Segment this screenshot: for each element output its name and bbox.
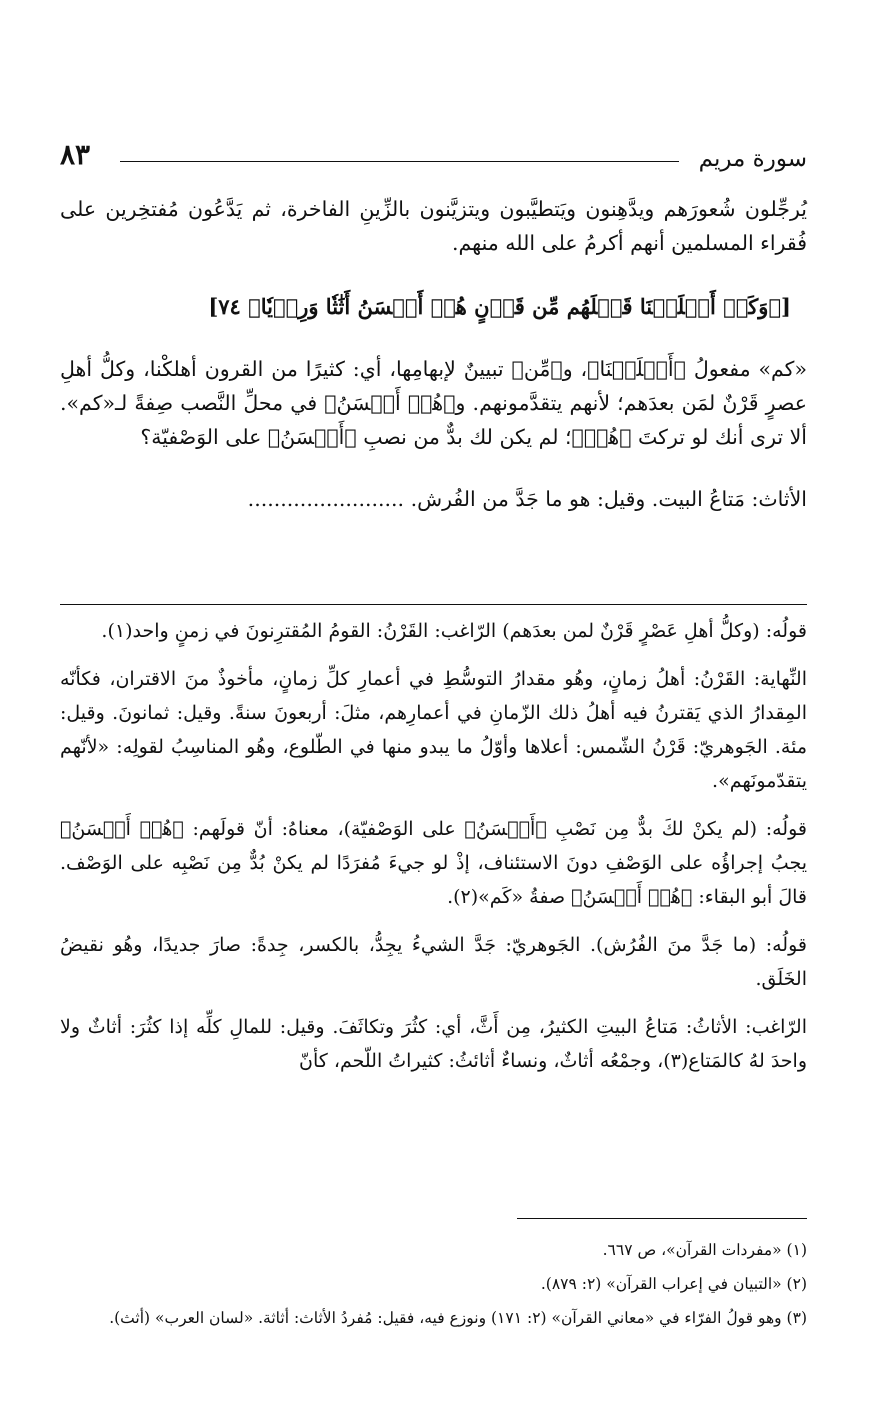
footnote-2: (٢) «التبيان في إعراب القرآن» (٢: ٨٧٩). [540,1275,807,1293]
commentary-paragraph-2: النِّهاية: القَرْنُ: أهلُ زمانٍ، وهُو مقدارُ التوسُّطِ في أعمارِ كلِّ زمانٍ، مأخوذٌ منَ الاقتران، فكأنّه المِقدارُ الذي يَقترنُ فيه أهلُ ذلك الزّمانِ في أعمارِهم، مثلَ: أربعونَ سنةً. وقيل: ثمانونَ. وقيل: مئة. الجَوهريّ: قَرْنُ الشّمس: أعلاها وأوّلُ ما يبدو منها في الطّلوع، وهُو المناسِبُ لقولِه: «لأنّهم يتقدّمونَهم». [60,668,807,792]
page-number: ٨٣ [60,138,91,171]
main-paragraph-3: الأثاث: مَتاعُ البيت. وقيل: هو ما جَدَّ من الفُرش. ........................ [247,487,807,511]
header-rule [120,161,679,162]
surah-title: سورة مريم [698,146,807,172]
text-commentary-divider [60,604,807,605]
main-paragraph-1: يُرجِّلون شُعورَهم ويدَّهِنون ويَتطيَّبون ويتزيَّنون بالزِّينِ الفاخرة، ثم يَدَّعُون مُفتخِرين على فُقراء المسلمين أنهم أكرمُ على الله منهم. [60,197,807,255]
commentary-paragraph-1: قولُه: (وكلُّ أهلِ عَصْرٍ قَرْنٌ لمن بعدَهم) الرّاغب: القَرْنُ: القومُ المُقترِنونَ في زمنٍ واحد(١). [101,620,807,642]
commentary-section [60,614,807,1092]
commentary-paragraph-3: قولُه: (لم يكنْ لكَ بدٌّ مِن نَصْبِ ﴿أَحۡسَنُ﴾ على الوَصْفيّة)، معناهُ: أنّ قولَهم: ﴿هُمۡ أَحۡسَنُ﴾ يجبُ إجراؤُه على الوَصْفِ دونَ الاستئناف، إذْ لو جيءَ مُفرَدًا لم يكنْ بُدٌّ مِن نَصْبِه على الوَصْف. قالَ أبو البقاء: ﴿هُمۡ أَحۡسَنُ﴾ صفةُ «كَم»(٢). [60,818,807,908]
footnote-3: (٣) وهو قولُ الفرّاء في «معاني القرآن» (٢: ١٧١) ونوزع فيه، فقيل: مُفردُ الأثاث: أثاثة. «لسان العرب» (أثث). [109,1309,807,1327]
main-text [60,192,807,516]
main-paragraph-2: «كم» مفعولُ ﴿أَهۡلَكۡنَا﴾، و﴿مِّن﴾ تبيينٌ لإبهامِها، أي: كثيرًا من القرون أهلكْنا، وكلُّ أهلِ عصرٍ قَرْنٌ لمَن بعدَهم؛ لأنهم يتقدَّمونهم. و﴿هُمۡ أَحۡسَنُ﴾ في محلِّ النَّصب صِفةً لـ«كم». ألا ترى أنك لو تركتَ ﴿هُمۡ﴾؛ لم يكن لك بدٌّ من نصبِ ﴿أَحۡسَنُ﴾ على الوَصْفيّة؟ [60,357,807,449]
footnote-rule [517,1218,807,1219]
footnotes [60,1236,807,1338]
commentary-paragraph-4: قولُه: (ما جَدَّ منَ الفُرُش). الجَوهريّ: جَدَّ الشيءُ يجِدُّ، بالكسر، جِدةً: صارَ جديدًا، وهُو نقيضُ الخَلَق. [60,934,807,990]
commentary-paragraph-5: الرّاغب: الأثاثُ: مَتاعُ البيتِ الكثيرُ، مِن أَثَّ، أي: كثُرَ وتكاثَفَ. وقيل: للمالِ كلِّه إذا كثُرَ: أثاثٌ ولا واحدَ لهُ كالمَتاع(٣)، وجمْعُه أثاثٌ، ونساءٌ أثائثُ: كثيراتُ اللّحم، كأنّ [60,1016,807,1072]
running-header [60,140,807,180]
footnote-1: (١) «مفردات القرآن»، ص ٦٦٧. [602,1241,807,1259]
quran-verse: [﴿وَكَمۡ أَهۡلَكۡنَا قَبۡلَهُم مِّن قَرۡنٍ هُمۡ أَحۡسَنُ أَثَٰثٗا وَرِءۡيٗا﴾ ٧٤] [208,294,791,319]
